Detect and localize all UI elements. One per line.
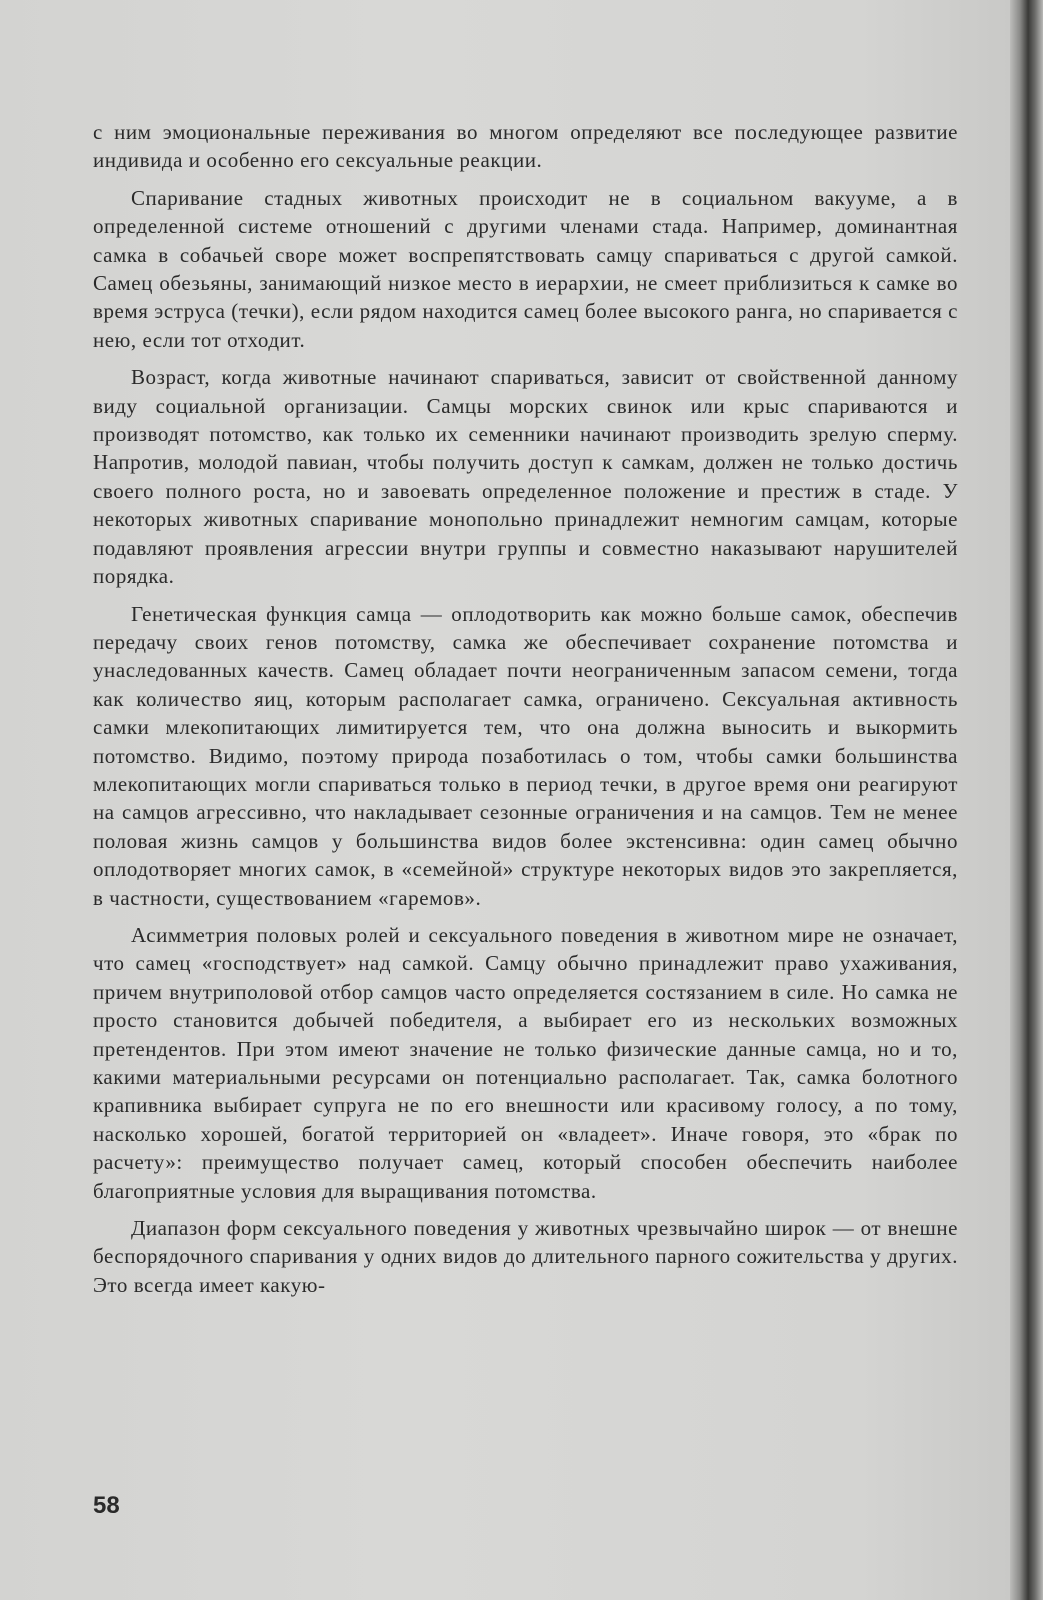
paragraph: Генетическая функция самца — оплодотворить как можно больше самок, обеспечив передачу своих генов потомству, самка же обеспечивает сохранение потомства и унаследованных качеств. Самец обладает почти неограниченным запасом семени, тогда как количество яиц, которым располагает самка, ограничено. Сексуальная активность самки млекопитающих лимитируется тем, что она должна выносить и выкормить потомство. Видимо, поэтому природа позаботилась о том, чтобы самки большинства млекопитающих могли спариваться только в период течки, в другое время они реагируют на самцов агрессивно, что накладывает сезонные ограничения и на самцов. Тем не менее половая жизнь самцов у большинства видов более экстенсивна: один самец обычно оплодотворяет многих самок, в «семейной» структуре некоторых видов это закрепляется, в частности, существованием «гаремов».	[93, 601, 958, 910]
paragraph: Диапазон форм сексуального поведения у животных чрезвычайно широк — от внешне беспорядочного спаривания у одних видов до длительного парного сожительства у других. Это всегда имеет какую-	[93, 1216, 958, 1297]
book-spine-shadow	[1010, 0, 1043, 1600]
paragraph: Асимметрия половых ролей и сексуального поведения в животном мире не означает, что самец «господствует» над самкой. Самцу обычно принадлежит право ухаживания, причем внутриполовой отбор самцов часто определяется состязанием в силе. Но самка не просто становится добычей победителя, а выбирает его из нескольких возможных претендентов. При этом имеют значение не только физические данные самца, но и то, какими материальными ресурсами он потенциально располагает. Так, самка болотного крапивника выбирает супруга не по его внешности или красивому голосу, а по тому, насколько хорошей, богатой территорией он «владеет». Иначе говоря, это «брак по расчету»: преимущество получает самец, который способен обеспечить наиболее благоприятные условия для выращивания потомства.	[93, 922, 958, 1203]
page-number: 58	[93, 1492, 120, 1519]
paragraph: с ним эмоциональные переживания во многом определяют все последующее развитие индивида и особенно его сексуальные реакции.	[93, 120, 958, 173]
body-text	[93, 118, 958, 1308]
paragraph: Возраст, когда животные начинают спариваться, зависит от свойственной данному виду социальной организации. Самцы морских свинок или крыс спариваются и производят потомство, как только их семенники начинают производить зрелую сперму. Напротив, молодой павиан, чтобы получить доступ к самкам, должен не только достичь своего полного роста, но и завоевать определенное положение и престиж в стаде. У некоторых животных спаривание монопольно принадлежит немногим самцам, которые подавляют проявления агрессии внутри группы и совместно наказывают нарушителей порядка.	[93, 365, 958, 589]
paragraph: Спаривание стадных животных происходит не в социальном вакууме, а в определенной системе отношений с другими членами стада. Например, доминантная самка в собачьей своре может воспрепятствовать самцу спариваться с другой самкой. Самец обезьяны, занимающий низкое место в иерархии, не смеет приблизиться к самке во время эструса (течки), если рядом находится самец более высокого ранга, но спаривается с нею, если тот отходит.	[93, 185, 958, 352]
